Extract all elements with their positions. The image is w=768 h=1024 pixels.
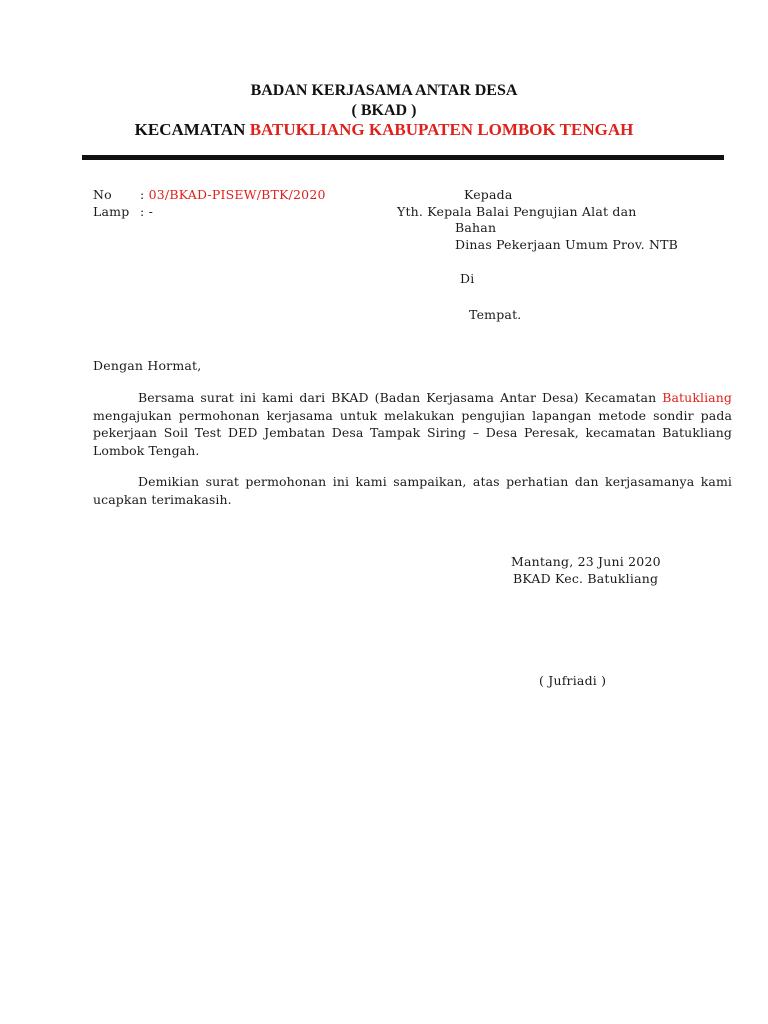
letterhead-subdistrict-name: BATUKLIANG KABUPATEN LOMBOK TENGAH [249, 120, 634, 139]
greeting: Dengan Hormat, [93, 358, 202, 373]
paragraph-1-text-end: mengajukan permohonan kerjasama untuk melakukan pengujian lapangan metode sondir pada pekerjaan Soil Test DED Jembatan Desa Tampak Siring – Desa Peresak, kecamatan Batukliang Lombok Tengah. [93, 407, 732, 458]
body-paragraph-2 [93, 473, 732, 508]
recipient-tempat: Tempat. [469, 307, 522, 322]
paragraph-2-text: Demikian surat permohonan ini kami sampaikan, atas perhatian dan kerjasamanya kami ucapkan terimakasih. [93, 474, 732, 507]
letterhead-divider [82, 155, 724, 160]
place-date: Mantang, 23 Juni 2020 [511, 554, 661, 569]
letter-number: 03/BKAD-PISEW/BTK/2020 [148, 187, 326, 202]
signing-organization: BKAD Kec. Batukliang [513, 571, 659, 586]
recipient-kepada: Kepada [464, 187, 513, 202]
recipient-line-1: Yth. Kepala Balai Pengujian Alat dan [397, 204, 637, 219]
no-separator: : [140, 187, 145, 202]
paragraph-1-text-start: Bersama surat ini kami dari BKAD (Badan Kerjasama Antar Desa) Kecamatan [138, 390, 663, 405]
letterhead-abbreviation: ( BKAD ) [351, 102, 417, 119]
lamp-label: Lamp [93, 204, 130, 219]
recipient-line-2: Bahan [455, 220, 497, 235]
letterhead-subdistrict [0, 120, 768, 140]
no-label: No [93, 187, 112, 202]
lamp-value: : - [140, 204, 154, 219]
recipient-di: Di [460, 271, 475, 286]
no-value [140, 187, 326, 202]
signer-name: ( Jufriadi ) [539, 673, 607, 688]
recipient-line-3: Dinas Pekerjaan Umum Prov. NTB [455, 237, 679, 252]
letterhead-subdistrict-prefix: KECAMATAN [134, 120, 246, 139]
letterhead-title: BADAN KERJASAMA ANTAR DESA [250, 82, 518, 99]
body-paragraph-1 [93, 389, 732, 459]
paragraph-1-highlight: Batukliang [662, 390, 732, 405]
